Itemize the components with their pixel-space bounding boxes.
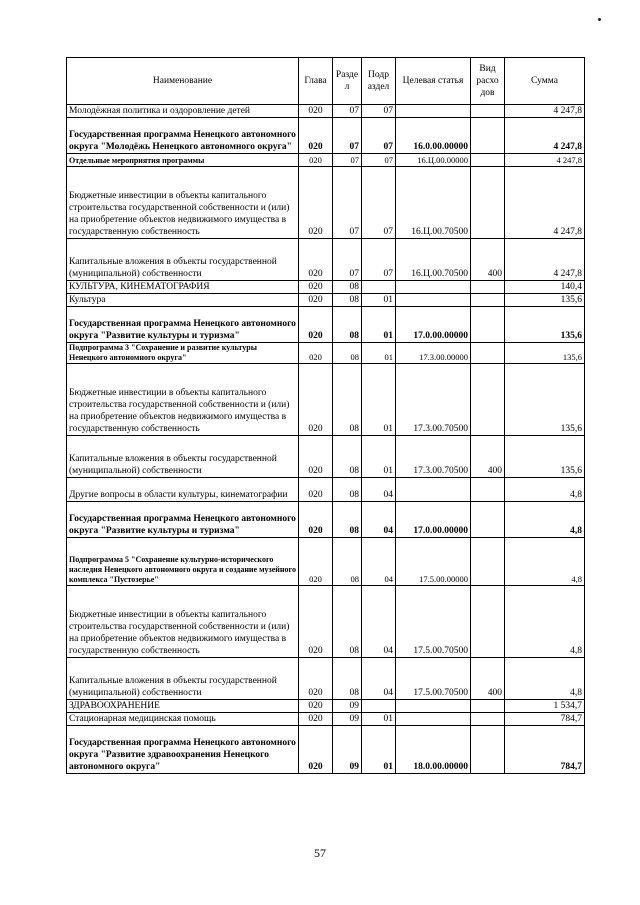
cell-podrazdel: 01 [362,726,396,774]
cell-vid [471,586,505,658]
cell-glava: 020 [299,105,333,118]
cell-podrazdel: 01 [362,364,396,436]
budget-table [66,57,585,774]
cell-razdel: 08 [333,307,362,343]
table-row [67,167,585,239]
cell-razdel: 08 [333,436,362,478]
cell-sum: 784,7 [505,726,585,774]
cell-sum: 135,6 [505,343,585,364]
cell-razdel: 09 [333,700,362,713]
page-number: 57 [314,846,326,860]
cell-podrazdel: 07 [362,105,396,118]
cell-name: Молодёжная политика и оздоровление детей [67,105,299,118]
cell-name: Бюджетные инвестиции в объекты капитального строительства государственной собственности и (или) на приобретение объектов недвижимого имущества в государственную собственность [67,586,299,658]
cell-target [396,281,471,294]
cell-glava: 020 [299,726,333,774]
cell-vid [471,713,505,726]
cell-target: 17.3.00.00000 [396,343,471,364]
cell-razdel: 09 [333,726,362,774]
table-row [67,658,585,700]
cell-sum: 135,6 [505,307,585,343]
cell-glava: 020 [299,364,333,436]
cell-name: Государственная программа Ненецкого автономного округа "Развитие здравоохранения Ненецкого автономного округа" [67,726,299,774]
cell-vid [471,478,505,502]
cell-target [396,478,471,502]
cell-sum: 4,8 [505,538,585,586]
table-row [67,307,585,343]
cell-sum: 4 247,8 [505,105,585,118]
cell-name: Стационарная медицинская помощь [67,713,299,726]
cell-name: Другие вопросы в области культуры, кинематографии [67,478,299,502]
cell-name: Бюджетные инвестиции в объекты капитального строительства государственной собственности и (или) на приобретение объектов недвижимого имущества в государственную собственность [67,167,299,239]
cell-podrazdel: 04 [362,478,396,502]
cell-vid [471,281,505,294]
cell-name: ЗДРАВООХРАНЕНИЕ [67,700,299,713]
cell-name: Капитальные вложения в объекты государственной (муниципальной) собственности [67,239,299,281]
cell-target: 17.5.00.70500 [396,586,471,658]
cell-name: Государственная программа Ненецкого автономного округа "Молодёжь Ненецкого автономного округа" [67,118,299,154]
cell-podrazdel: 07 [362,154,396,167]
cell-glava: 020 [299,239,333,281]
cell-glava: 020 [299,154,333,167]
cell-sum: 140,4 [505,281,585,294]
cell-glava: 020 [299,658,333,700]
cell-vid [471,502,505,538]
cell-name: Государственная программа Ненецкого автономного округа "Развитие культуры и туризма" [67,502,299,538]
table-body [67,105,585,774]
cell-glava: 020 [299,118,333,154]
cell-sum: 4 247,8 [505,118,585,154]
cell-razdel: 08 [333,658,362,700]
cell-target: 16.0.00.00000 [396,118,471,154]
table-row [67,478,585,502]
cell-sum: 4,8 [505,502,585,538]
cell-razdel: 07 [333,239,362,281]
cell-glava: 020 [299,281,333,294]
table-row [67,538,585,586]
table-row [67,294,585,307]
table-row [67,586,585,658]
cell-glava: 020 [299,307,333,343]
cell-razdel: 08 [333,343,362,364]
cell-vid [471,105,505,118]
cell-name: Капитальные вложения в объекты государственной (муниципальной) собственности [67,436,299,478]
cell-name: Подпрограмма 5 "Сохранение культурно-исторического наследия Ненецкого автономного округа и создание музейного комплекса "Пустозерье" [67,538,299,586]
cell-vid [471,154,505,167]
cell-razdel: 07 [333,118,362,154]
table-row [67,343,585,364]
cell-name: Культура [67,294,299,307]
table-row [67,154,585,167]
cell-target: 17.3.00.70500 [396,436,471,478]
cell-target: 17.5.00.00000 [396,538,471,586]
table-row [67,364,585,436]
cell-target [396,713,471,726]
cell-podrazdel: 07 [362,239,396,281]
cell-sum: 135,6 [505,294,585,307]
cell-vid: 400 [471,239,505,281]
header-razdel: Разде л [333,58,362,105]
cell-name: Отдельные мероприятия программы [67,154,299,167]
cell-vid: 400 [471,436,505,478]
cell-razdel: 08 [333,478,362,502]
table-row [67,700,585,713]
cell-razdel: 08 [333,281,362,294]
cell-target: 16.Ц.00.70500 [396,167,471,239]
cell-razdel: 08 [333,502,362,538]
table-row [67,105,585,118]
cell-podrazdel: 01 [362,294,396,307]
cell-podrazdel [362,700,396,713]
cell-sum: 135,6 [505,436,585,478]
cell-target [396,294,471,307]
cell-target: 16.Ц.00.00000 [396,154,471,167]
cell-podrazdel: 01 [362,307,396,343]
table-header-row [67,58,585,105]
cell-razdel: 08 [333,538,362,586]
header-glava: Глава [299,58,333,105]
cell-name: Подпрограмма 3 "Сохранение и развитие культуры Ненецкого автономного округа" [67,343,299,364]
header-target: Целевая статья [396,58,471,105]
cell-sum: 1 534,7 [505,700,585,713]
cell-vid [471,167,505,239]
table-row [67,713,585,726]
header-name: Наименование [67,58,299,105]
cell-vid [471,343,505,364]
header-sum: Сумма [505,58,585,105]
cell-name: КУЛЬТУРА, КИНЕМАТОГРАФИЯ [67,281,299,294]
table-row [67,118,585,154]
cell-razdel: 07 [333,154,362,167]
cell-glava: 020 [299,294,333,307]
cell-target [396,105,471,118]
cell-podrazdel: 04 [362,538,396,586]
cell-podrazdel: 01 [362,436,396,478]
cell-podrazdel: 01 [362,343,396,364]
cell-target: 17.0.00.00000 [396,502,471,538]
cell-razdel: 07 [333,105,362,118]
cell-name: Капитальные вложения в объекты государственной (муниципальной) собственности [67,658,299,700]
cell-glava: 020 [299,343,333,364]
cell-glava: 020 [299,436,333,478]
cell-vid [471,364,505,436]
cell-podrazdel: 07 [362,167,396,239]
cell-sum: 4 247,8 [505,167,585,239]
cell-podrazdel: 04 [362,502,396,538]
cell-target: 17.5.00.70500 [396,658,471,700]
table-row [67,726,585,774]
table-row [67,281,585,294]
cell-razdel: 08 [333,294,362,307]
cell-glava: 020 [299,538,333,586]
cell-glava: 020 [299,502,333,538]
speck-mark [598,18,601,21]
cell-vid [471,118,505,154]
cell-target: 18.0.00.00000 [396,726,471,774]
cell-name: Бюджетные инвестиции в объекты капитального строительства государственной собственности и (или) на приобретение объектов недвижимого имущества в государственную собственность [67,364,299,436]
cell-razdel: 07 [333,167,362,239]
cell-vid [471,538,505,586]
cell-sum: 135,6 [505,364,585,436]
cell-podrazdel: 01 [362,713,396,726]
cell-target: 16.Ц.00.70500 [396,239,471,281]
cell-target: 17.0.00.00000 [396,307,471,343]
cell-podrazdel [362,281,396,294]
cell-target: 17.3.00.70500 [396,364,471,436]
cell-glava: 020 [299,700,333,713]
cell-podrazdel: 04 [362,586,396,658]
cell-sum: 4 247,8 [505,154,585,167]
cell-razdel: 08 [333,364,362,436]
table-row [67,239,585,281]
header-podrazdel: Подр аздел [362,58,396,105]
cell-vid [471,726,505,774]
cell-target [396,700,471,713]
cell-razdel: 08 [333,586,362,658]
cell-razdel: 09 [333,713,362,726]
cell-sum: 784,7 [505,713,585,726]
table-row [67,436,585,478]
cell-vid [471,700,505,713]
table-row [67,502,585,538]
cell-vid: 400 [471,658,505,700]
cell-sum: 4,8 [505,658,585,700]
header-vid: Вид расхо дов [471,58,505,105]
cell-sum: 4 247,8 [505,239,585,281]
cell-podrazdel: 04 [362,658,396,700]
cell-vid [471,307,505,343]
cell-glava: 020 [299,478,333,502]
cell-glava: 020 [299,713,333,726]
cell-glava: 020 [299,167,333,239]
cell-name: Государственная программа Ненецкого автономного округа "Развитие культуры и туризма" [67,307,299,343]
cell-podrazdel: 07 [362,118,396,154]
cell-vid [471,294,505,307]
cell-glava: 020 [299,586,333,658]
cell-sum: 4,8 [505,478,585,502]
cell-sum: 4,8 [505,586,585,658]
